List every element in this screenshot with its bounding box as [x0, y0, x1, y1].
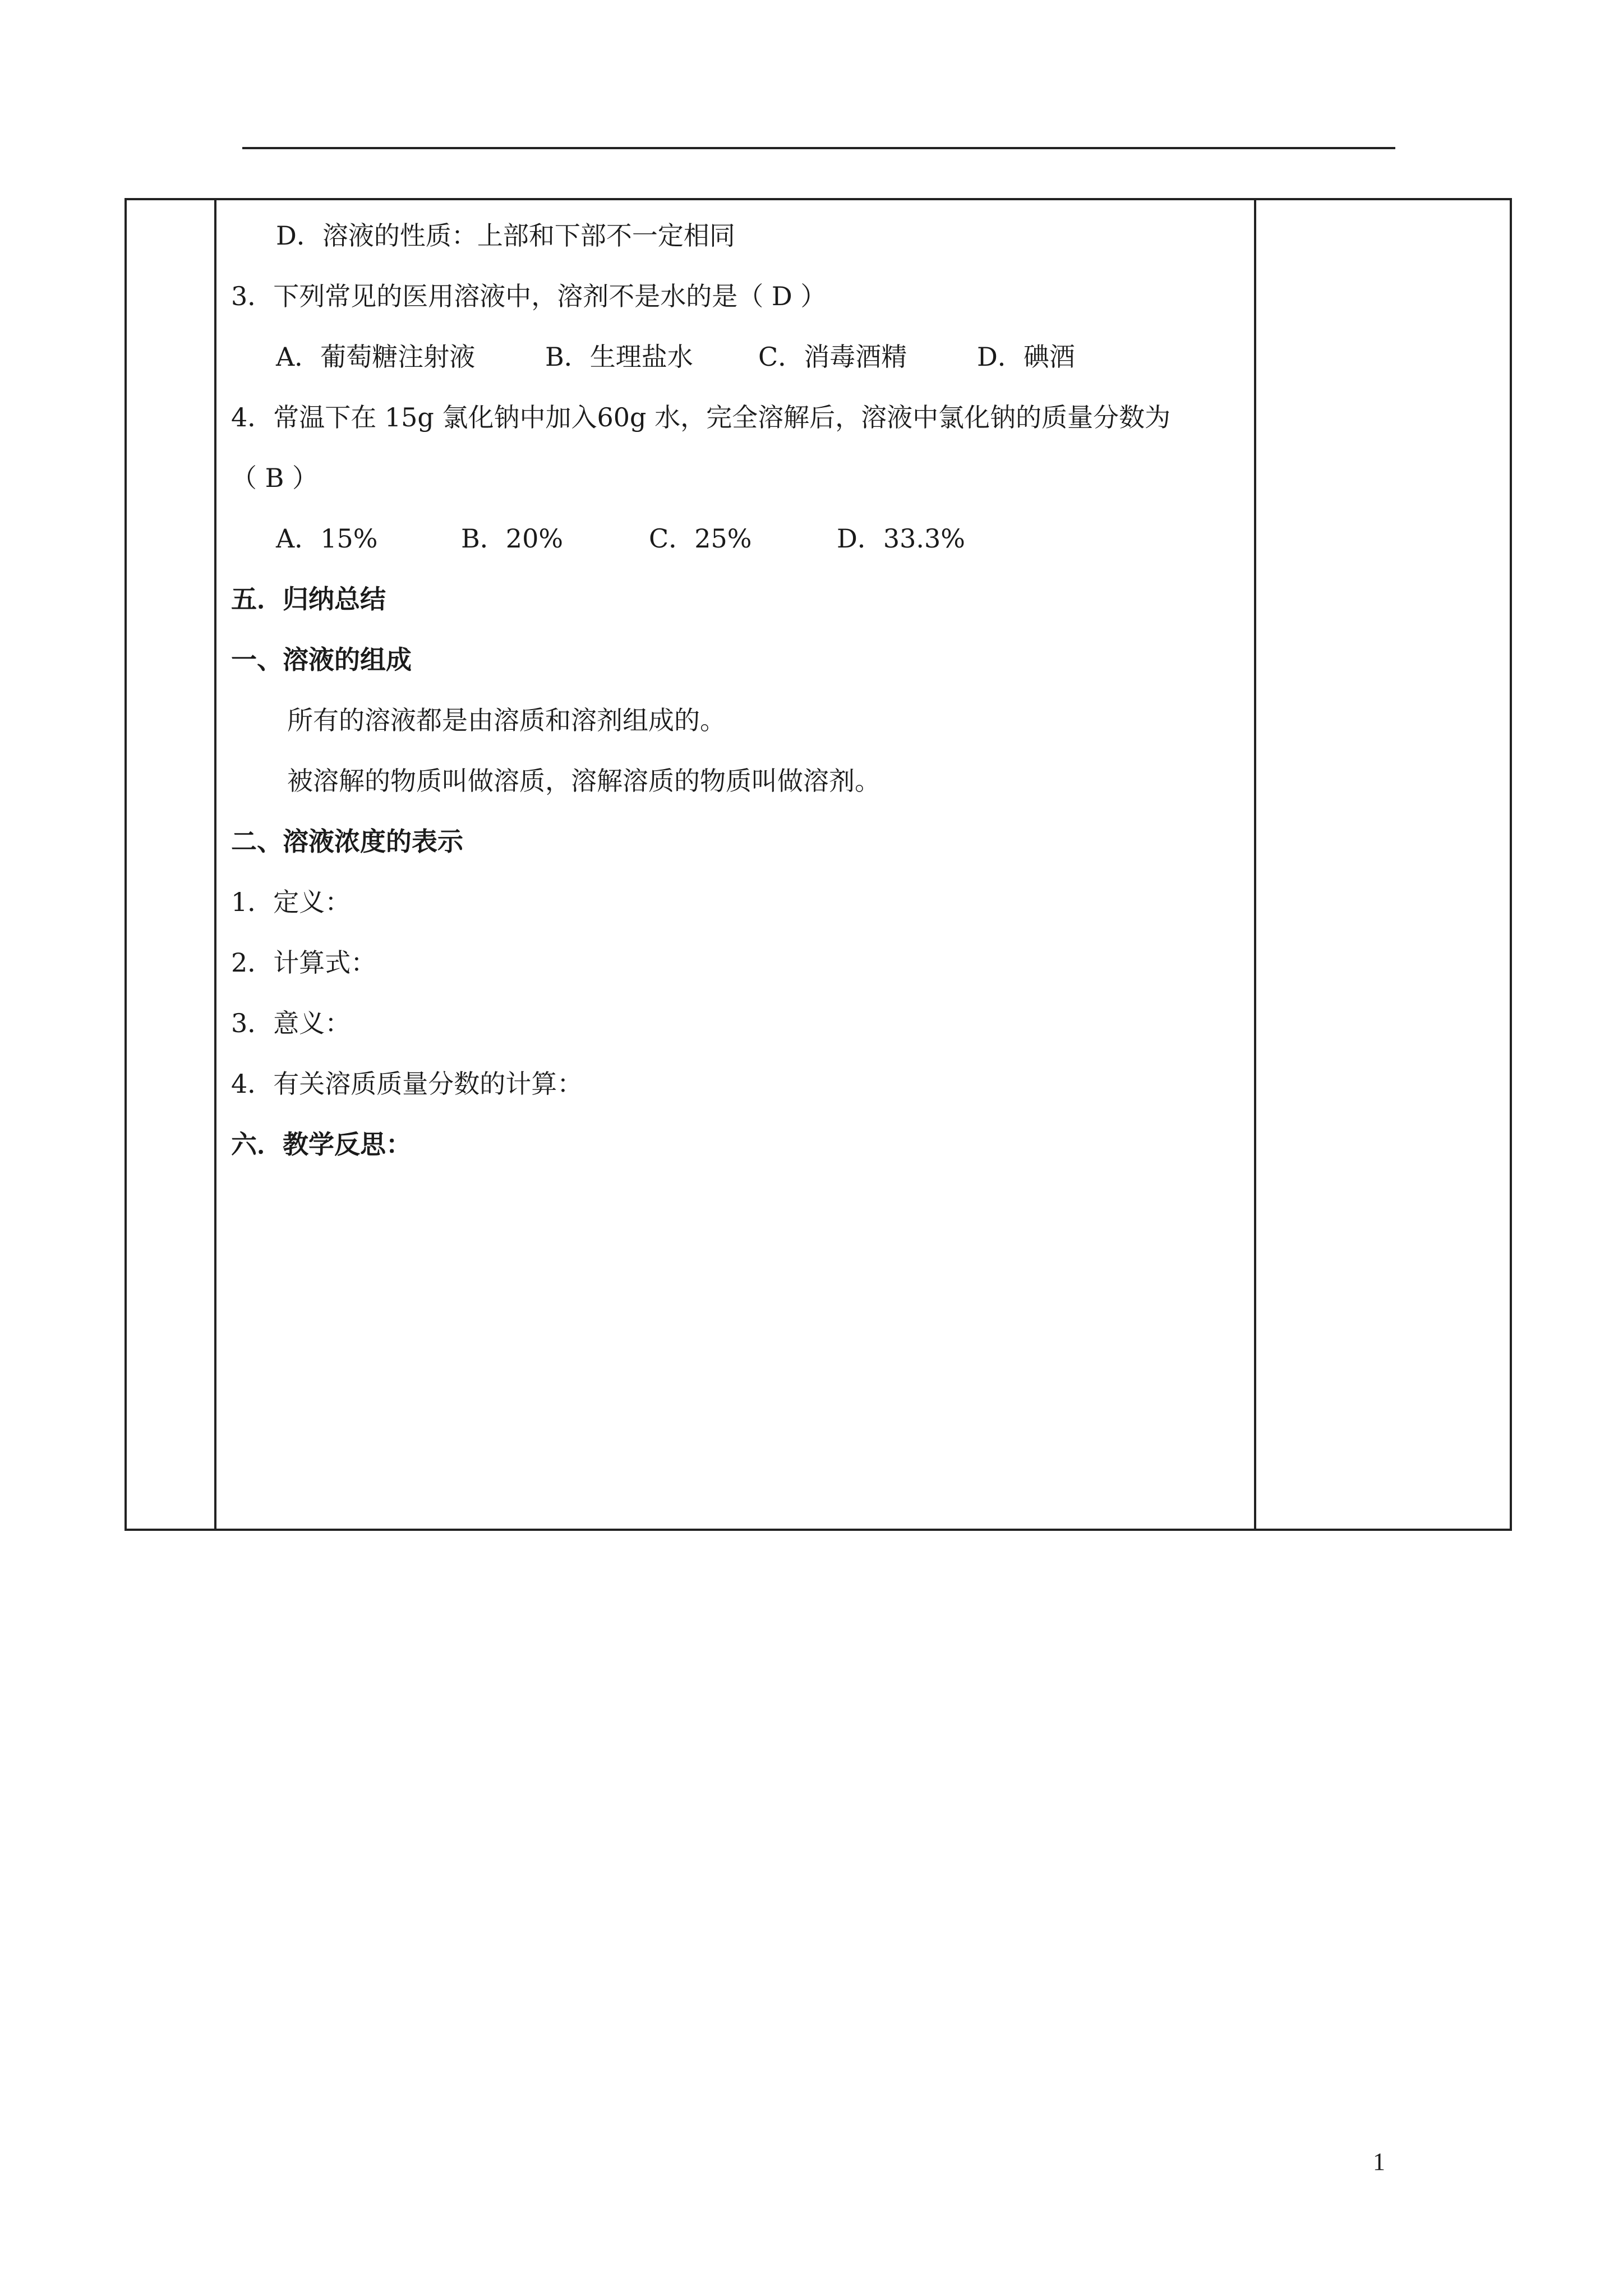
q2-option-d: D．溶液的性质：上部和下部不一定相同 [276, 220, 735, 251]
q4-option-c: C．25% [649, 523, 752, 554]
q4-option-d: D．33.3% [837, 523, 966, 554]
section5-part1-line-2: 被溶解的物质叫做溶质，溶解溶质的物质叫做溶剂。 [287, 766, 880, 796]
q3-options [276, 340, 1075, 374]
q4-options [276, 522, 965, 555]
q3-option-c: C．消毒酒精 [758, 342, 907, 372]
section5-part1-line-1: 所有的溶液都是由溶质和溶剂组成的。 [287, 705, 726, 735]
q3-stem: 3．下列常见的医用溶液中，溶剂不是水的是（ D ） [231, 281, 827, 311]
section5-part2-item-4: 4．有关溶质质量分数的计算： [231, 1069, 583, 1099]
header-rule [242, 147, 1395, 149]
q4-option-b: B．20% [461, 523, 564, 554]
q3-option-d: D．碘酒 [977, 342, 1075, 372]
page-number: 1 [1373, 2148, 1385, 2175]
lesson-table [125, 198, 1512, 1531]
section5-part2-item-2: 2．计算式： [231, 947, 377, 978]
q3-option-b: B．生理盐水 [545, 342, 693, 372]
section5-part2-item-1: 1．定义： [231, 887, 351, 917]
table-column-divider-right [1254, 200, 1256, 1529]
section5-part2-item-3: 3．意义： [231, 1008, 351, 1038]
q4-stem: 4．常温下在 15g 氯化钠中加入60g 水，完全溶解后，溶液中氯化钠的质量分数为 [231, 402, 1171, 432]
table-column-divider-left [214, 200, 216, 1529]
q4-option-a: A．15% [276, 523, 378, 554]
q4-stem-cont: （ B ） [231, 463, 319, 493]
section5-heading: 五．归纳总结 [231, 584, 386, 614]
section5-part1-heading: 一、溶液的组成 [231, 645, 412, 675]
q3-option-a: A．葡萄糖注射液 [276, 342, 476, 372]
section6-heading: 六．教学反思： [231, 1129, 412, 1159]
section5-part2-heading: 二、溶液浓度的表示 [231, 826, 463, 857]
